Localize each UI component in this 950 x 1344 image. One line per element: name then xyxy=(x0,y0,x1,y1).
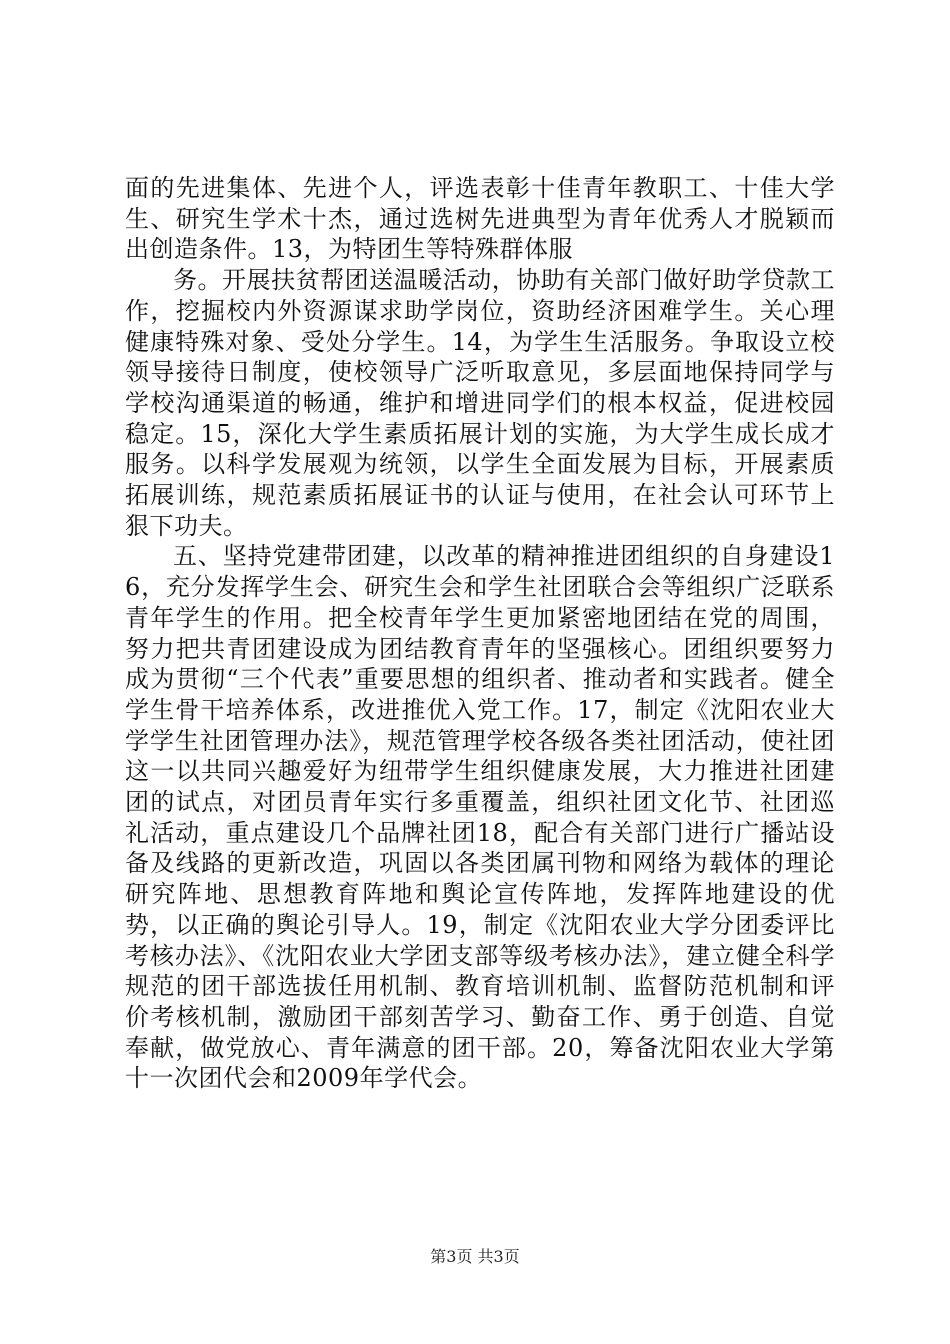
paragraph-3: 五、坚持党建带团建，以改革的精神推进团组织的自身建设16，充分发挥学生会、研究生会和学生社团联合会等组织广泛联系青年学生的作用。把全校青年学生更加紧密地团结在党的周围，努力把共青团建设成为团结教育青年的坚强核心。团组织要努力成为贯彻“三个代表”重要思想的组织者、推动者和实践者。健全学生骨干培养体系，改进推优入党工作。17，制定《沈阳农业大学学生社团管理办法》，规范管理学校各级各类社团活动，使社团这一以共同兴趣爱好为纽带学生组织健康发展，大力推进社团建团的试点，对团员青年实行多重覆盖，组织社团文化节、社团巡礼活动，重点建设几个品牌社团18，配合有关部门进行广播站设备及线路的更新改造，巩固以各类团属刊物和网络为载体的理论研究阵地、思想教育阵地和舆论宣传阵地，发挥阵地建设的优势，以正确的舆论引导人。19，制定《沈阳农业大学分团委评比考核办法》、《沈阳农业大学团支部等级考核办法》，建立健全科学规范的团干部选拔任用机制、教育培训机制、监督防范机制和评价考核机制，激励团干部刻苦学习、勤奋工作、勇于创造、自觉奉献，做党放心、青年满意的团干部。20，筹备沈阳农业大学第十一次团代会和2009年学代会。 xyxy=(125,542,835,1093)
page-footer: 第3页 共3页 xyxy=(430,1247,520,1266)
paragraph-1: 面的先进集体、先进个人，评选表彰十佳青年教职工、十佳大学生、研究生学术十杰，通过选树先进典型为青年优秀人才脱颖而出创造条件。13，为特团生等特殊群体服 xyxy=(125,174,835,264)
document-body xyxy=(125,173,835,1094)
paragraph-2: 务。开展扶贫帮团送温暖活动，协助有关部门做好助学贷款工作，挖掘校内外资源谋求助学岗位，资助经济困难学生。关心理健康特殊对象、受处分学生。14，为学生生活服务。争取设立校领导接待日制度，使校领导广泛听取意见，多层面地保持同学与学校沟通渠道的畅通，维护和增进同学们的根本权益，促进校园稳定。15，深化大学生素质拓展计划的实施，为大学生成长成才服务。以科学发展观为统领，以学生全面发展为目标，开展素质拓展训练，规范素质拓展证书的认证与使用，在社会认可环节上狠下功夫。 xyxy=(125,266,835,540)
